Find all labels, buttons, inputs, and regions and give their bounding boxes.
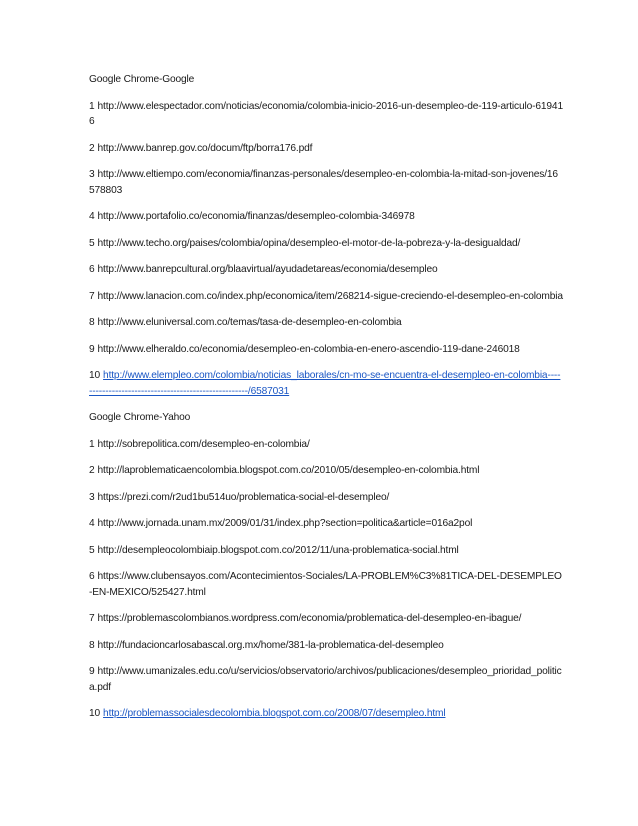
list-item — [89, 167, 563, 198]
item-number: 7 — [89, 290, 95, 302]
url-text: http://www.techo.org/paises/colombia/opina/desempleo-el-motor-de-la-pobreza-y-la-desigualdad/ — [97, 237, 521, 249]
list-item — [89, 262, 563, 278]
section-heading-yahoo: Google Chrome-Yahoo — [89, 412, 191, 423]
url-text: https://problemascolombianos.wordpress.com/economia/problematica-del-desempleo-en-ibague/ — [97, 613, 522, 624]
list-item — [89, 543, 563, 559]
list-item — [89, 315, 563, 331]
url-text: http://www.banrep.gov.co/docum/ftp/borra176.pdf — [97, 142, 313, 154]
item-number: 8 — [89, 639, 95, 651]
url-text: http://sobrepolitica.com/desempleo-en-colombia/ — [97, 438, 310, 450]
item-number: 3 — [89, 491, 95, 503]
url-text: http://www.eltiempo.com/economia/finanzas-personales/desempleo-en-colombia-la-mitad-son-jovenes/16578803 — [89, 169, 558, 196]
list-item — [89, 368, 563, 399]
url-link[interactable]: http://problemassocialesdecolombia.blogspot.com.co/2008/07/desempleo.html — [103, 708, 446, 719]
list-item — [89, 99, 563, 130]
list-item — [89, 490, 563, 506]
list-item — [89, 664, 563, 695]
list-item — [89, 236, 563, 252]
list-item — [89, 289, 563, 305]
section-heading-google: Google Chrome-Google — [89, 74, 195, 85]
url-link[interactable]: http://www.elempleo.com/colombia/noticias_laborales/cn-mo-se-encuentra-el-desempleo-en-colombia-----------------------------------------------------/6587031 — [89, 370, 561, 397]
document-body — [89, 72, 563, 733]
list-item — [89, 209, 563, 225]
url-text: http://laproblematicaencolombia.blogspot.com.co/2010/05/desempleo-en-colombia.html — [97, 465, 480, 476]
url-text: http://www.lanacion.com.co/index.php/economica/item/268214-sigue-creciendo-el-desempleo-en-colombia — [97, 290, 563, 302]
item-number: 8 — [89, 317, 95, 328]
item-number: 10 — [89, 370, 101, 381]
url-text: http://www.elespectador.com/noticias/economia/colombia-inicio-2016-un-desempleo-de-119-articulo-619416 — [89, 100, 563, 127]
url-text: http://www.umanizales.edu.co/u/servicios/observatorio/archivos/publicaciones/desempleo_prioridad_politica.pdf — [89, 666, 562, 693]
item-number: 4 — [89, 518, 95, 529]
item-number: 6 — [89, 571, 95, 582]
item-number: 5 — [89, 544, 95, 556]
item-number: 10 — [89, 708, 101, 719]
item-number: 1 — [89, 438, 95, 450]
url-text: https://prezi.com/r2ud1bu514uo/problematica-social-el-desempleo/ — [97, 491, 390, 503]
url-text: http://fundacioncarlosabascal.org.mx/home/381-la-problematica-del-desempleo — [97, 639, 444, 651]
list-item — [89, 516, 563, 532]
list-item — [89, 706, 563, 722]
url-text: http://desempleocolombiaip.blogspot.com.co/2012/11/una-problematica-social.html — [97, 544, 459, 556]
item-number: 2 — [89, 465, 95, 476]
list-item — [89, 437, 563, 453]
item-number: 7 — [89, 613, 95, 624]
url-text: http://www.portafolio.co/economia/finanzas/desempleo-colombia-346978 — [97, 211, 415, 222]
list-item — [89, 611, 563, 627]
list-item — [89, 463, 563, 479]
item-number: 3 — [89, 169, 95, 180]
item-number: 5 — [89, 237, 95, 249]
url-text: http://www.eluniversal.com.co/temas/tasa-de-desempleo-en-colombia — [97, 317, 402, 328]
item-number: 6 — [89, 264, 95, 275]
url-text: http://www.elheraldo.co/economia/desempleo-en-colombia-en-enero-ascendio-119-dane-246018 — [97, 343, 520, 355]
item-number: 1 — [89, 100, 95, 112]
list-item — [89, 342, 563, 358]
url-text: http://www.banrepcultural.org/blaavirtual/ayudadetareas/economia/desempleo — [97, 264, 438, 275]
url-text: https://www.clubensayos.com/Acontecimientos-Sociales/LA-PROBLEM%C3%81TICA-DEL-DESEMPLEO-EN-MEXICO/525427.html — [89, 571, 562, 598]
item-number: 9 — [89, 666, 95, 677]
list-item — [89, 569, 563, 600]
list-item — [89, 141, 563, 157]
item-number: 9 — [89, 343, 95, 355]
url-text: http://www.jornada.unam.mx/2009/01/31/index.php?section=politica&article=016a2pol — [97, 518, 473, 529]
list-item — [89, 638, 563, 654]
item-number: 2 — [89, 142, 95, 154]
item-number: 4 — [89, 211, 95, 222]
